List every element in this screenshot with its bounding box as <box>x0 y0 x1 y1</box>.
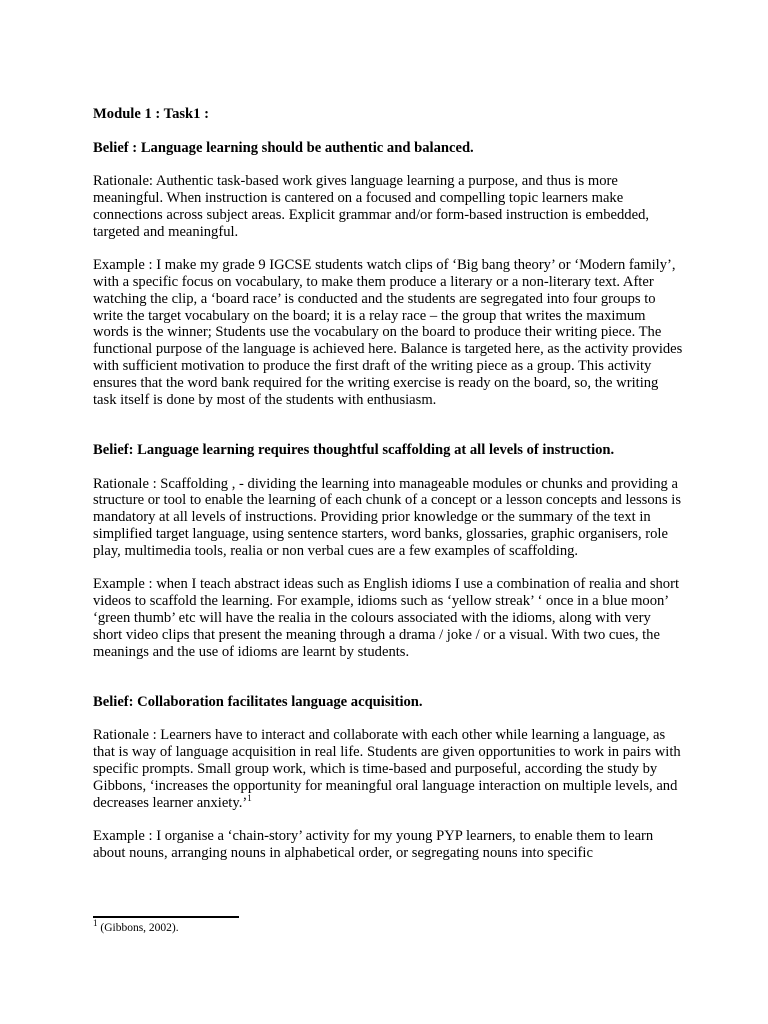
footnote-text: (Gibbons, 2002). <box>100 922 179 934</box>
belief-heading-1: Belief : Language learning should be authentic and balanced. <box>93 139 474 156</box>
example-paragraph-2: Example : when I teach abstract ideas such as English idioms I use a combination of realia and short videos to scaffold the learning. For example, idioms such as ‘yellow streak’ ‘ once in a blue moon’ ‘green thumb’ etc will have the realia in the colours associated with the idioms, along with very short video clips that present the meaning through a drama / joke / or a visual. With two cues, the meanings and the use of idioms are learnt by students. <box>93 576 680 660</box>
example-paragraph-1: Example : I make my grade 9 IGCSE students watch clips of ‘Big bang theory’ or ‘Modern family’, with a specific focus on vocabulary, to make them produce a literary or a non-literary text. After watching the clip, a ‘board race’ is conducted and the students are segregated into four groups to write the target vocabulary on the board; it is a relay race – the group that writes the maximum words is the winner; Students use the vocabulary on the board to produce their writing piece. The functional purpose of the language is achieved here. Balance is targeted here, as the activity provides with sufficient motivation to produce the first draft of the writing piece as a group. This activity ensures that the word bank required for the writing exercise is ready on the board, so, the writing task itself is done by most of the students with enthusiasm. <box>93 257 683 408</box>
footnote <box>93 918 179 935</box>
rationale-paragraph-3 <box>93 727 683 811</box>
belief-heading-2: Belief: Language learning requires thoughtful scaffolding at all levels of instruction. <box>93 441 615 458</box>
rationale-paragraph-2: Rationale : Scaffolding , - dividing the learning into manageable modules or chunks and providing a structure or tool to enable the learning of each chunk of a concept or a lesson concepts and lessons is mandatory at all levels of instructions. Providing prior knowledge or the summary of the text in simplified target language, using sentence starters, word banks, glossaries, graphic organisers, role play, multimedia tools, realia or non verbal cues are a few examples of scaffolding. <box>93 475 682 559</box>
rationale-paragraph-1: Rationale: Authentic task-based work gives language learning a purpose, and thus is more meaningful. When instruction is cantered on a focused and compelling topic learners make connections across subject areas. Explicit grammar and/or form-based instruction is embedded, targeted and meaningful. <box>93 173 650 240</box>
belief-heading-3: Belief: Collaboration facilitates language acquisition. <box>93 693 423 710</box>
example-paragraph-3: Example : I organise a ‘chain-story’ activity for my young PYP learners, to enable them to learn about nouns, arranging nouns in alphabetical order, or segregating nouns into specific <box>93 828 654 862</box>
footnote-separator <box>93 916 239 918</box>
footnote-reference: 1 <box>247 792 252 803</box>
module-title: Module 1 : Task1 : <box>93 106 209 122</box>
document-body <box>93 106 683 862</box>
rationale-text-3: Rationale : Learners have to interact and collaborate with each other while learning a language, as that is way of language acquisition in real life. Students are given opportunities to work in pairs with specific prompts. Small group work, which is time-based and purposeful, according the study by Gibbons, ‘increases the opportunity for meaningful oral language interaction on multiple levels, and decreases learner anxiety.’ <box>93 727 681 811</box>
footnote-number: 1 <box>93 918 98 929</box>
